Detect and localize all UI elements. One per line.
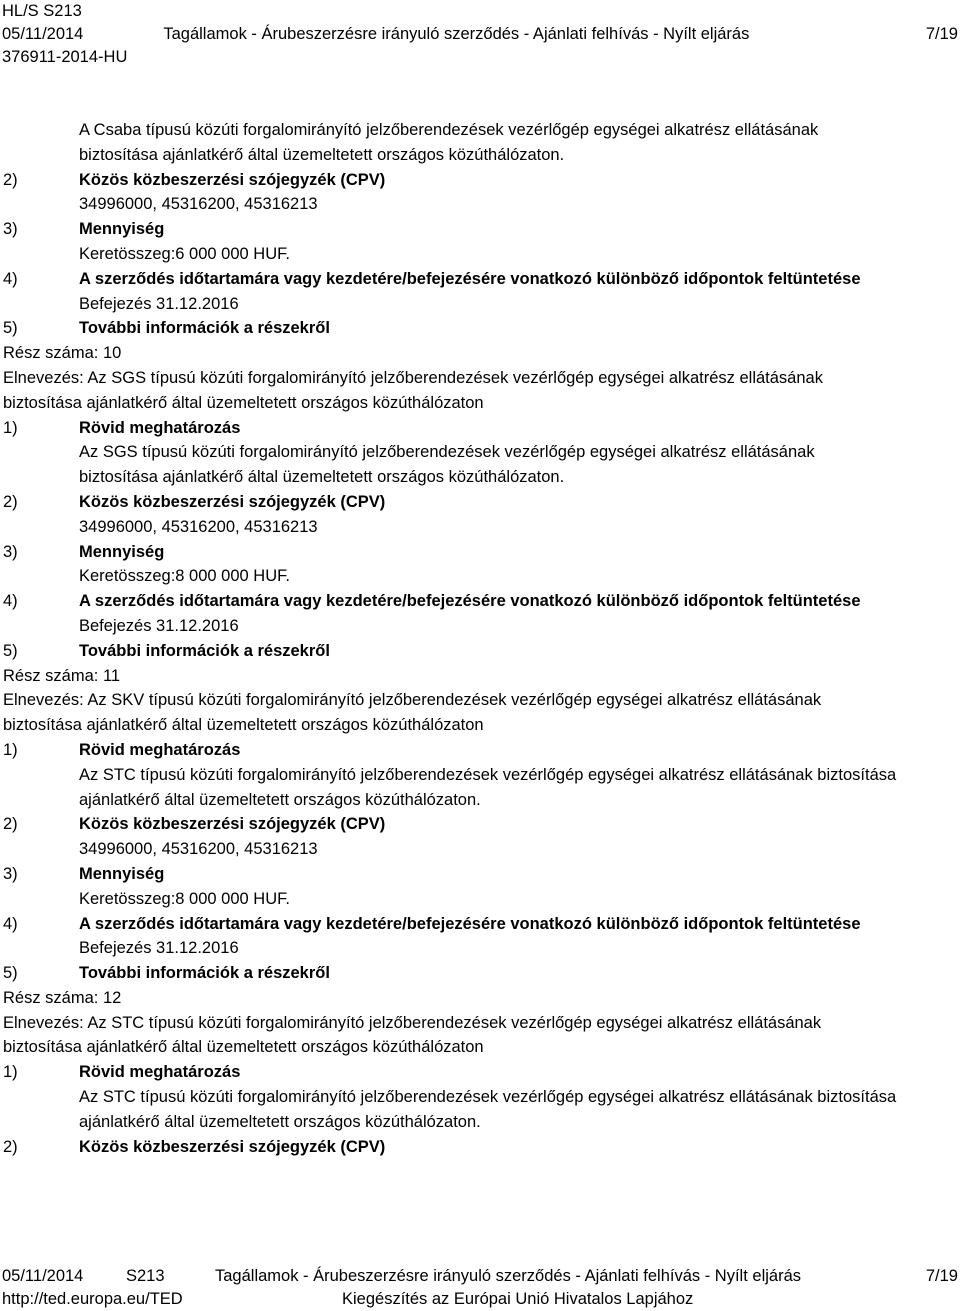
short-description-line: biztosítása ajánlatkérő által üzemeltetett országos közúthálózaton. xyxy=(79,468,565,487)
journal-series: HL/S S213 xyxy=(2,2,82,20)
footer-date: 05/11/2014 xyxy=(2,1267,84,1285)
short-description-line: Az SGS típusú közúti forgalomirányító jelzőberendezések vezérlőgép egységei alkatrész ellátásának xyxy=(79,443,815,462)
part-title-line: Elnevezés: Az STC típusú közúti forgalomirányító jelzőberendezések vezérlőgép egységei alkatrész ellátásának xyxy=(3,1013,822,1032)
part-title-line: biztosítása ajánlatkérő által üzemeltetett országos közúthálózaton xyxy=(3,1038,484,1057)
section-heading-more-info: 5) További információk a részekről xyxy=(3,319,330,338)
footer-title: Tagállamok - Árubeszerzésre irányuló szerződés - Ajánlati felhívás - Nyílt eljárás xyxy=(215,1267,801,1285)
short-description-line: ajánlatkérő által üzemeltetett országos közúthálózaton. xyxy=(79,790,481,809)
section-heading-short-description: 1) Rövid meghatározás xyxy=(3,1063,241,1082)
section-heading-cpv: 2) Közös közbeszerzési szójegyzék (CPV) xyxy=(3,170,386,189)
section-heading-quantity: 3) Mennyiség xyxy=(3,220,165,239)
footer-supplement: Kiegészítés az Európai Unió Hivatalos Lapjához xyxy=(342,1290,694,1308)
page-header xyxy=(2,0,958,69)
section-heading-dates: 4) A szerződés időtartamára vagy kezdetére/befejezésére vonatkozó különböző időpontok feltüntetése xyxy=(3,914,861,933)
section-heading-cpv: 2) Közös közbeszerzési szójegyzék (CPV) xyxy=(3,815,386,834)
quantity-value: Keretösszeg:8 000 000 HUF. xyxy=(79,567,290,586)
header-title: Tagállamok - Árubeszerzésre irányuló szerződés - Ajánlati felhívás - Nyílt eljárás xyxy=(163,25,750,43)
section-heading-more-info: 5) További információk a részekről xyxy=(3,964,330,983)
section-heading-short-description: 1) Rövid meghatározás xyxy=(3,418,241,437)
section-heading-quantity: 3) Mennyiség xyxy=(3,864,165,883)
short-description-line: A Csaba típusú közúti forgalomirányító jelzőberendezések vezérlőgép egységei alkatrész ellátásának xyxy=(79,121,819,139)
cpv-codes: 34996000, 45316200, 45316213 xyxy=(79,840,318,859)
header-page-number: 7/19 xyxy=(925,25,958,43)
section-heading-short-description: 1) Rövid meghatározás xyxy=(3,740,241,759)
short-description-line: ajánlatkérő által üzemeltetett országos közúthálózaton. xyxy=(79,1112,481,1131)
page-footer xyxy=(2,1265,958,1311)
end-date: Befejezés 31.12.2016 xyxy=(79,616,239,635)
document-body xyxy=(3,118,958,1159)
footer-series: S213 xyxy=(126,1267,165,1285)
end-date: Befejezés 31.12.2016 xyxy=(79,294,239,313)
part-number: Rész száma: 12 xyxy=(3,988,122,1007)
document-id: 376911-2014-HU xyxy=(2,48,128,66)
section-heading-more-info: 5) További információk a részekről xyxy=(3,641,330,660)
short-description-line: Az STC típusú közúti forgalomirányító jelzőberendezések vezérlőgép egységei alkatrész ellátásának biztosítása xyxy=(79,765,897,784)
section-heading-dates: 4) A szerződés időtartamára vagy kezdetére/befejezésére vonatkozó különböző időpontok feltüntetése xyxy=(3,269,861,288)
header-date: 05/11/2014 xyxy=(2,25,84,43)
footer-url-link[interactable]: http://ted.europa.eu/TED xyxy=(2,1290,183,1308)
quantity-value: Keretösszeg:8 000 000 HUF. xyxy=(79,889,290,908)
quantity-value: Keretösszeg:6 000 000 HUF. xyxy=(79,244,290,263)
short-description-line: biztosítása ajánlatkérő által üzemeltetett országos közúthálózaton. xyxy=(79,145,565,164)
end-date: Befejezés 31.12.2016 xyxy=(79,939,239,958)
cpv-codes: 34996000, 45316200, 45316213 xyxy=(79,195,318,214)
part-number: Rész száma: 10 xyxy=(3,344,122,363)
section-heading-quantity: 3) Mennyiség xyxy=(3,542,165,561)
part-number: Rész száma: 11 xyxy=(3,666,121,685)
footer-page-number: 7/19 xyxy=(925,1267,958,1285)
short-description-line: Az STC típusú közúti forgalomirányító jelzőberendezések vezérlőgép egységei alkatrész ellátásának biztosítása xyxy=(79,1088,897,1107)
part-title-line: Elnevezés: Az SGS típusú közúti forgalomirányító jelzőberendezések vezérlőgép egységei alkatrész ellátásának xyxy=(3,368,823,387)
part-title-line: biztosítása ajánlatkérő által üzemeltetett országos közúthálózaton xyxy=(3,716,484,735)
section-heading-dates: 4) A szerződés időtartamára vagy kezdetére/befejezésére vonatkozó különböző időpontok feltüntetése xyxy=(3,592,861,611)
cpv-codes: 34996000, 45316200, 45316213 xyxy=(79,517,318,536)
section-heading-cpv: 2) Közös közbeszerzési szójegyzék (CPV) xyxy=(3,492,386,511)
part-title-line: Elnevezés: Az SKV típusú közúti forgalomirányító jelzőberendezések vezérlőgép egységei alkatrész ellátásának xyxy=(3,691,822,710)
part-title-line: biztosítása ajánlatkérő által üzemeltetett országos közúthálózaton xyxy=(3,393,484,412)
section-heading-cpv: 2) Közös közbeszerzési szójegyzék (CPV) xyxy=(3,1137,386,1156)
